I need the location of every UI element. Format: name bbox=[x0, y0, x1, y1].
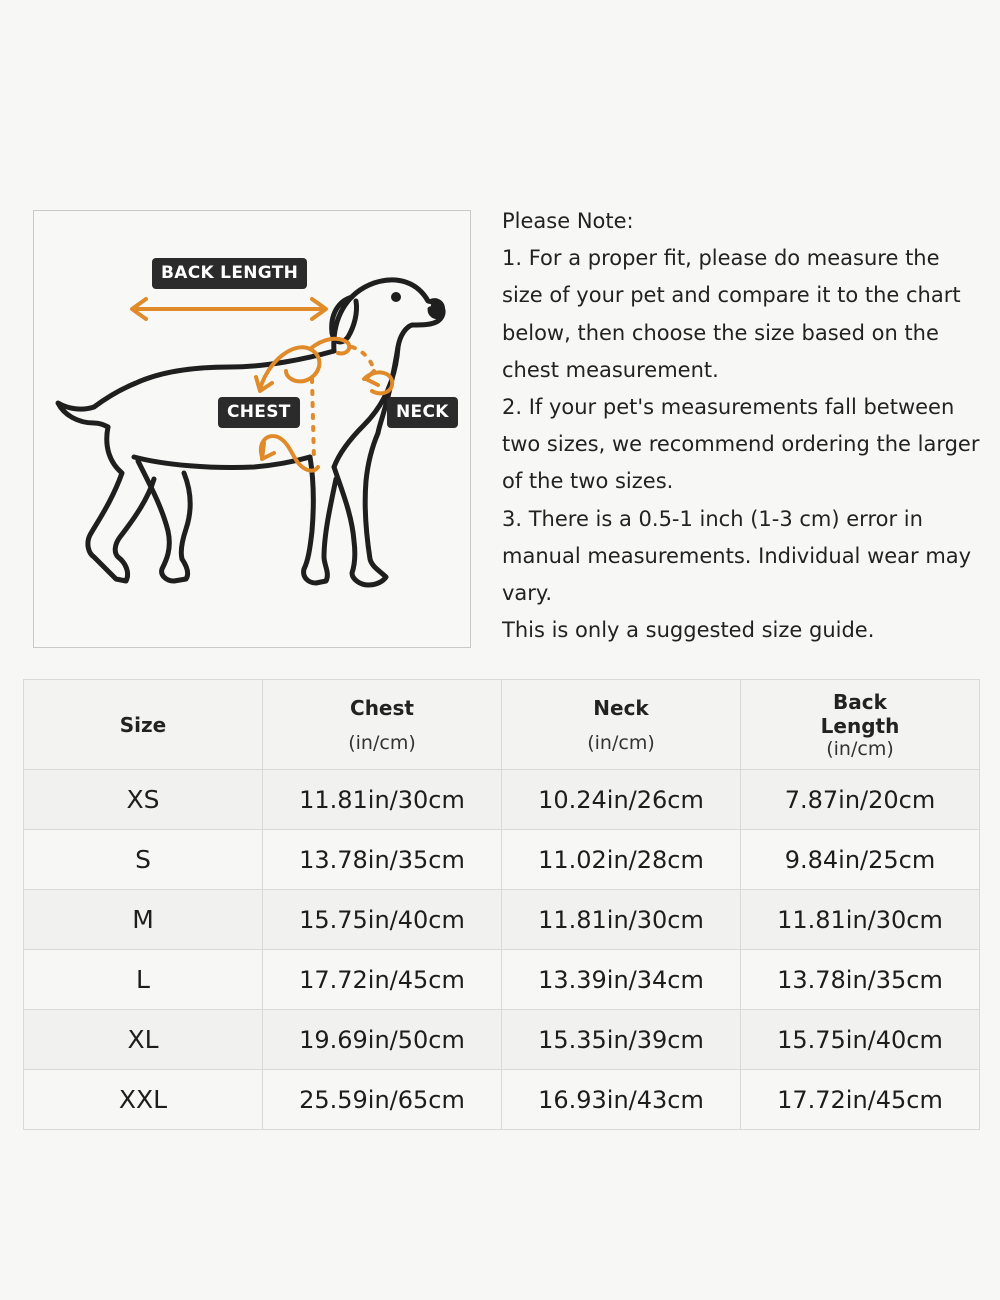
chest-cell: 13.78in/35cm bbox=[263, 830, 502, 890]
size-cell: XS bbox=[24, 770, 263, 830]
size-notes bbox=[502, 203, 982, 649]
size-chart-table bbox=[23, 679, 980, 1130]
size-cell: S bbox=[24, 830, 263, 890]
chest-cell: 25.59in/65cm bbox=[263, 1070, 502, 1130]
chest-cell: 17.72in/45cm bbox=[263, 950, 502, 1010]
note-item: 1. For a proper fit, please do measure the size of your pet and compare it to the chart below, then choose the size based on the chest measurement. bbox=[502, 246, 961, 382]
table-row bbox=[24, 770, 980, 830]
neck-cell: 11.02in/28cm bbox=[502, 830, 741, 890]
table-header-row bbox=[24, 680, 980, 770]
back-length-cell: 17.72in/45cm bbox=[741, 1070, 980, 1130]
notes-footer: This is only a suggested size guide. bbox=[502, 618, 875, 643]
header-back-length: Back Length (in/cm) bbox=[741, 680, 980, 770]
back-length-cell: 7.87in/20cm bbox=[741, 770, 980, 830]
chest-label: CHEST bbox=[218, 397, 300, 428]
size-cell: M bbox=[24, 890, 263, 950]
size-cell: L bbox=[24, 950, 263, 1010]
chest-cell: 19.69in/50cm bbox=[263, 1010, 502, 1070]
neck-label: NECK bbox=[387, 397, 458, 428]
neck-cell: 15.35in/39cm bbox=[502, 1010, 741, 1070]
back-length-cell: 11.81in/30cm bbox=[741, 890, 980, 950]
measurement-diagram bbox=[33, 210, 471, 648]
neck-cell: 11.81in/30cm bbox=[502, 890, 741, 950]
size-cell: XL bbox=[24, 1010, 263, 1070]
notes-heading: Please Note: bbox=[502, 209, 634, 233]
table-row bbox=[24, 950, 980, 1010]
back-length-cell: 13.78in/35cm bbox=[741, 950, 980, 1010]
table-row bbox=[24, 1010, 980, 1070]
note-item: 3. There is a 0.5-1 inch (1-3 cm) error in manual measurements. Individual wear may vary. bbox=[502, 506, 972, 606]
chest-cell: 11.81in/30cm bbox=[263, 770, 502, 830]
back-length-label: BACK LENGTH bbox=[152, 258, 307, 289]
header-neck: Neck (in/cm) bbox=[502, 680, 741, 770]
table-row bbox=[24, 830, 980, 890]
table-row bbox=[24, 1070, 980, 1130]
neck-cell: 16.93in/43cm bbox=[502, 1070, 741, 1130]
neck-cell: 13.39in/34cm bbox=[502, 950, 741, 1010]
table-row bbox=[24, 890, 980, 950]
chest-cell: 15.75in/40cm bbox=[263, 890, 502, 950]
note-item: 2. If your pet's measurements fall between two sizes, we recommend ordering the larger of the two sizes. bbox=[502, 395, 980, 494]
header-chest: Chest (in/cm) bbox=[263, 680, 502, 770]
header-size: Size bbox=[24, 680, 263, 770]
back-length-cell: 9.84in/25cm bbox=[741, 830, 980, 890]
back-length-cell: 15.75in/40cm bbox=[741, 1010, 980, 1070]
size-cell: XXL bbox=[24, 1070, 263, 1130]
neck-cell: 10.24in/26cm bbox=[502, 770, 741, 830]
